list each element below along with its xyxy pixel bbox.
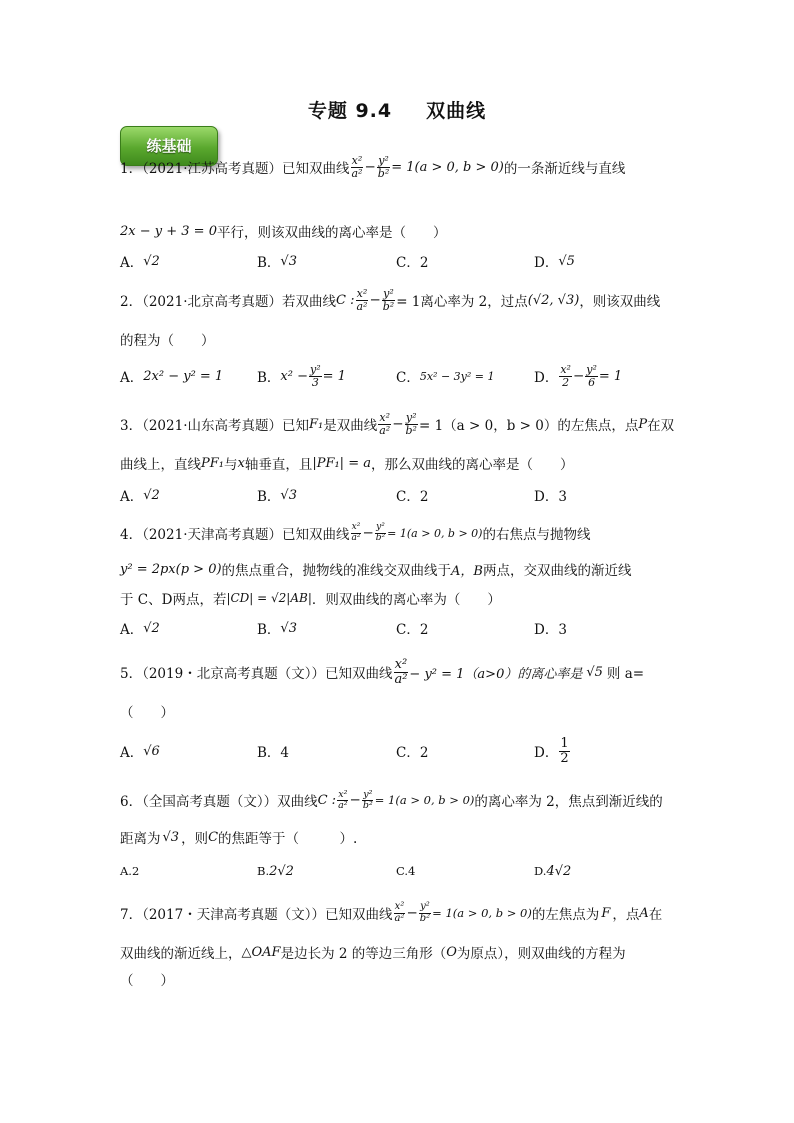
q4-option-a[interactable]: A． √2	[120, 620, 160, 638]
q1-line1: 1．（2021·江苏高考真题）已知双曲线 $\frac{\text{x²}}{\text{a²}}$ − $\frac{\text{y²}}{\text{b²}}$ = 1 (a > 0, b > 0) 的一条渐近线与直线	[120, 153, 626, 180]
q1-option-c[interactable]: C．2	[396, 255, 429, 271]
q4-option-c[interactable]: C．2	[396, 622, 429, 638]
q6-options	[120, 856, 680, 886]
q5-option-b[interactable]: B．4	[257, 745, 290, 761]
q1-line2: 2x − y + 3 = 0 平行，则该双曲线的离心率是（ ）	[120, 223, 447, 241]
q5-line1: 5．（2019・北京高考真题（文））已知双曲线 $\frac{\text{x²}}{\text{a²}}$ − y² = 1（a>0）的离心率是 √5 则 a=	[120, 656, 645, 687]
q6-line2: 距离为 √3 ，则 C 的焦距等于（ ）.	[120, 829, 358, 847]
q4-option-d[interactable]: D．3	[534, 622, 567, 638]
q6-option-d[interactable]: D. 4√2	[534, 863, 572, 879]
q5-line2: （ ）	[120, 705, 174, 721]
q4-option-b[interactable]: B． √3	[257, 620, 297, 638]
q4-line3: 于 C、D两点，若 |CD| = √2|AB| ．则双曲线的离心率为（ ）	[120, 591, 501, 608]
q1-option-b[interactable]: B． √3	[257, 253, 297, 271]
q2-line1: 2．（2021·北京高考真题）若双曲线 C : $\frac{\text{x²}}{\text{a²}}$ − $\frac{\text{y²}}{\text{b²}}$ = 1离心率为 2，过点 (√2, √3) ，则该双曲线	[120, 286, 661, 313]
q2-option-d[interactable]: D． $\frac{\text{x²}}{2}$ − $\frac{\text{y²}}{6}$ = 1	[534, 362, 623, 389]
q2-option-b[interactable]: B． x² − $\frac{\text{y²}}{3}$ = 1	[257, 362, 346, 389]
q3-option-b[interactable]: B． √3	[257, 487, 297, 505]
q7-line2: 双曲线的渐近线上， △OAF 是边长为 2 的等边三角形（ O 为原点），则双曲线的方程为	[120, 944, 626, 962]
q3-option-d[interactable]: D．3	[534, 489, 567, 505]
fraction: $\frac{\text{y²}}{\text{b²}}$	[377, 153, 390, 180]
q1-option-a[interactable]: A． √2	[120, 253, 160, 271]
q3-option-c[interactable]: C．2	[396, 489, 429, 505]
q4-line1: 4．（2021·天津高考真题）已知双曲线 $\frac{\text{x²}}{\text{a²}}$ − $\frac{\text{y²}}{\text{b²}}$ = 1(a > 0, b > 0) 的右焦点与抛物线	[120, 522, 591, 543]
q2-options	[120, 361, 680, 391]
q3-option-a[interactable]: A． √2	[120, 487, 160, 505]
q7-line3: （ ）	[120, 973, 174, 989]
fraction: $\frac{\text{x²}}{\text{a²}}$	[351, 153, 363, 180]
q2-option-a[interactable]: A． 2x² − y² = 1	[120, 368, 224, 386]
q5-option-c[interactable]: C．2	[396, 745, 429, 761]
q6-option-a[interactable]: A.2	[120, 864, 140, 878]
q5-option-a[interactable]: A． √6	[120, 743, 160, 761]
q4-options	[120, 613, 680, 643]
q2-option-c[interactable]: C． 5x² − 3y² = 1	[396, 369, 495, 386]
q3-options	[120, 480, 680, 510]
q4-line2: y² = 2px(p > 0) 的焦点重合，抛物线的准线交双曲线于 A，B 两点，交双曲线的渐近线	[120, 561, 632, 579]
q6-option-c[interactable]: C.4	[396, 864, 416, 878]
q1-option-d[interactable]: D． √5	[534, 253, 575, 271]
q3-line2: 曲线上，直线 PF₁ 与 x 轴垂直，且 |PF₁| = a ，那么双曲线的离心率是（ ）	[120, 455, 574, 473]
q7-line1: 7．（2017・天津高考真题（文））已知双曲线 $\frac{\text{x²}}{\text{a²}}$ − $\frac{\text{y²}}{\text{b²}}$ = 1(a > 0, b > 0) 的左焦点为 F ，点 A 在	[120, 901, 663, 924]
q6-option-b[interactable]: B. 2√2	[257, 863, 294, 879]
q6-line1: 6．（全国高考真题（文））双曲线 C : $\frac{\text{x²}}{\text{a²}}$ − $\frac{\text{y²}}{\text{b²}}$ = 1(a > 0, b > 0) 的离心率为 2，焦点到渐近线的	[120, 788, 663, 811]
q5-options	[120, 734, 680, 768]
section-badge: 练基础	[120, 126, 218, 166]
page-title: 专题 9.4 双曲线	[307, 100, 487, 122]
q2-line2: 的程为（ ）	[120, 333, 215, 349]
q5-option-d[interactable]: D． $\frac{1}{2}$	[534, 735, 569, 766]
q3-line1: 3．（2021·山东高考真题）已知 F₁ 是双曲线 $\frac{\text{x²}}{\text{a²}}$ − $\frac{\text{y²}}{\text{b²}}$ = 1（a > 0，b > 0）的左焦点，点 P 在双	[120, 410, 675, 437]
q1-options	[120, 246, 680, 276]
